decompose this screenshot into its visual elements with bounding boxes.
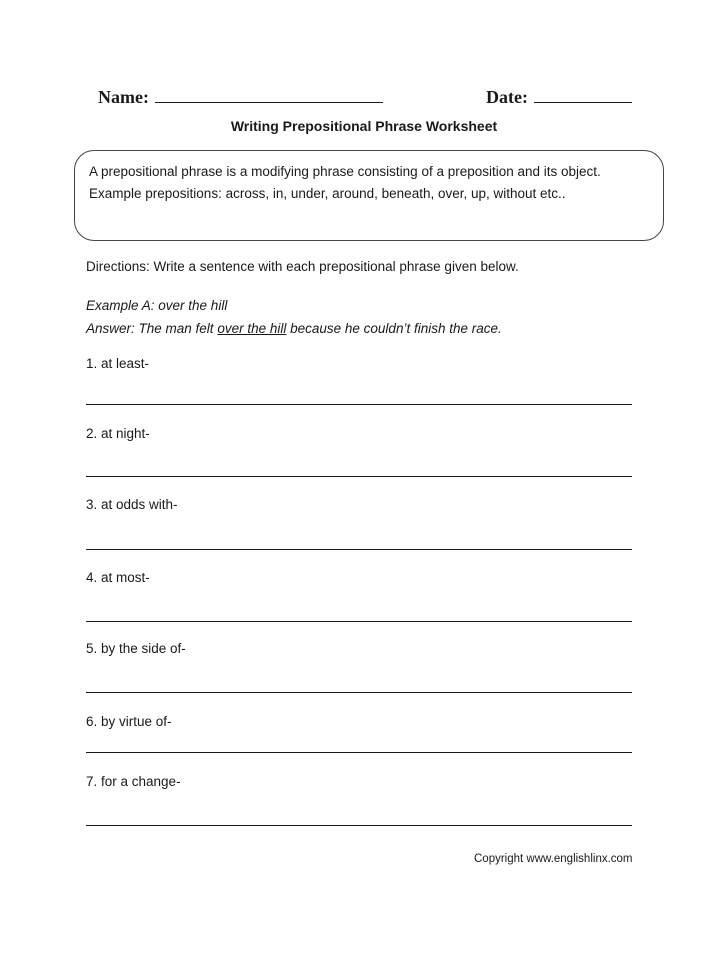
worksheet-title: Writing Prepositional Phrase Worksheet: [230, 118, 498, 134]
question-4-answer-line[interactable]: [86, 621, 632, 622]
question-1-label: 1. at least-: [86, 356, 150, 371]
example-answer-prefix: Answer: The man felt: [86, 321, 218, 336]
example-answer-phrase: over the hill: [217, 321, 287, 336]
question-1-answer-line[interactable]: [86, 404, 632, 405]
definition-text: A prepositional phrase is a modifying phrase consisting of a preposition and its object.: [89, 164, 601, 179]
copyright-text: Copyright www.englishlinx.com: [474, 853, 633, 865]
question-6-answer-line[interactable]: [86, 752, 632, 753]
example-block: [86, 294, 502, 340]
date-field: [486, 86, 632, 108]
date-blank-line[interactable]: [534, 86, 632, 103]
example-prompt: Example A: over the hill: [86, 298, 228, 313]
question-2-label: 2. at night-: [86, 426, 150, 441]
example-answer: [86, 317, 502, 340]
example-prepositions-text: Example prepositions: across, in, under, around, beneath, over, up, without etc..: [89, 186, 566, 201]
question-5-answer-line[interactable]: [86, 692, 632, 693]
directions-text: Directions: Write a sentence with each prepositional phrase given below.: [86, 259, 519, 274]
question-5-label: 5. by the side of-: [86, 641, 186, 656]
question-7-label: 7. for a change-: [86, 774, 181, 789]
date-label: Date:: [486, 87, 528, 107]
question-2-answer-line[interactable]: [86, 476, 632, 477]
name-blank-line[interactable]: [155, 86, 383, 103]
question-3-answer-line[interactable]: [86, 549, 632, 550]
question-7-answer-line[interactable]: [86, 825, 632, 826]
definition-box: [74, 150, 664, 241]
name-label: Name:: [98, 87, 149, 107]
name-field: [98, 86, 383, 108]
question-4-label: 4. at most-: [86, 570, 150, 585]
question-6-label: 6. by virtue of-: [86, 714, 172, 729]
example-answer-suffix: because he couldn’t finish the race.: [286, 321, 502, 336]
question-3-label: 3. at odds with-: [86, 497, 178, 512]
